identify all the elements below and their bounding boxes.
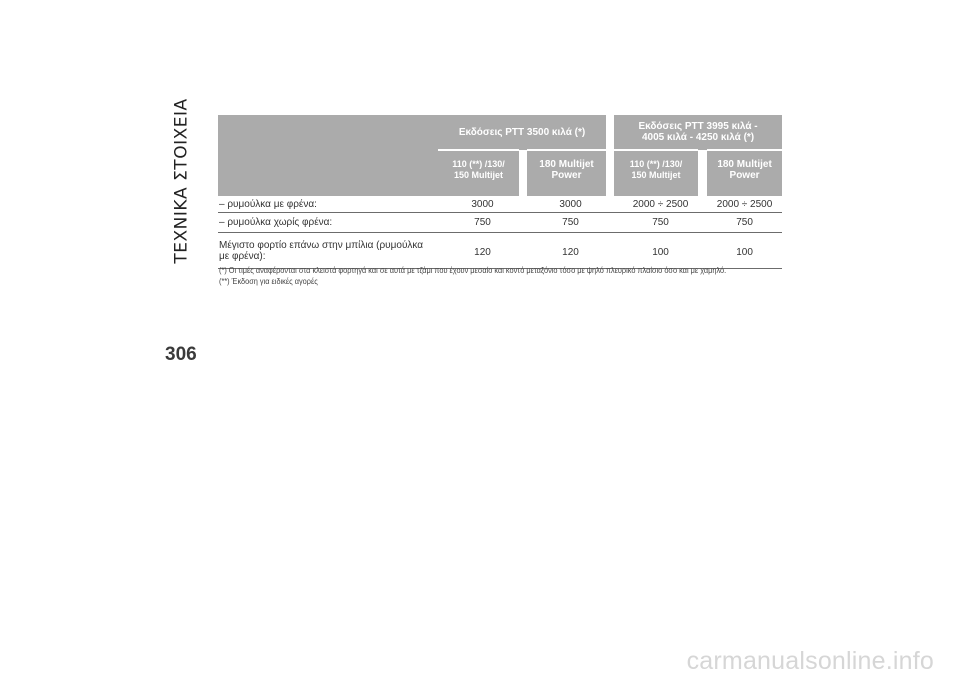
table-row	[218, 233, 782, 269]
sub-header-line2: 150 Multijet	[453, 170, 503, 180]
footnotes	[219, 265, 753, 287]
sub-header-line2: Power	[729, 170, 760, 181]
group-header-ptt-3500: Εκδόσεις PTT 3500 κιλά (*)	[438, 115, 606, 150]
sub-header-line2: Power	[551, 170, 582, 181]
table-row	[218, 213, 782, 233]
page-number: 306	[165, 344, 197, 365]
sub-header-line1: 180 Multijet	[539, 159, 594, 170]
row-value: 100	[614, 233, 707, 269]
section-title-text: ΤΕΧΝΙΚΑ ΣΤΟΙΧΕΙΑ	[172, 97, 193, 264]
sub-header-line1: 110 (**) /130/	[629, 159, 683, 169]
footnote: (**) Έκδοση για ειδικές αγορές	[219, 277, 318, 286]
section-title	[170, 97, 194, 264]
row-value: 750	[527, 213, 614, 233]
sub-header-110-150-b	[614, 150, 698, 196]
row-value: 750	[614, 213, 707, 233]
towing-specs-table	[218, 115, 782, 269]
sub-header-180-power-a	[527, 150, 606, 196]
row-value: 2000 ÷ 2500	[614, 196, 707, 213]
row-value: 3000	[527, 196, 614, 213]
row-value: 120	[527, 233, 614, 269]
sub-header-180-power-b	[707, 150, 782, 196]
group-header-ptt-3995-4250: Εκδόσεις PTT 3995 κιλά - 4005 κιλά - 4250 κιλά (*)	[614, 115, 782, 150]
row-value: 2000 ÷ 2500	[707, 196, 782, 213]
table-row	[218, 196, 782, 213]
row-value: 120	[438, 233, 527, 269]
row-label: – ρυμούλκα με φρένα:	[218, 196, 438, 213]
footnote: (*) Οι τιμές αναφέρονται στα κλειστά φορτηγά και σε αυτά με τζάμι που έχουν μεσαίο και κοντό μεταξόνιο τόσο με ψηλό πλευρικό πλαίσιο όσο και με χαμηλό.	[219, 266, 727, 275]
sub-header-110-150-a	[438, 150, 519, 196]
header-separator	[606, 115, 614, 150]
sub-header-line1: 110 (**) /130/	[452, 159, 505, 169]
group-header-row	[218, 115, 782, 150]
sub-header-separator	[519, 150, 527, 196]
header-blank-cell	[218, 115, 438, 196]
row-label: – ρυμούλκα χωρίς φρένα:	[218, 213, 438, 233]
row-value: 750	[707, 213, 782, 233]
row-value: 750	[438, 213, 527, 233]
row-value: 100	[707, 233, 782, 269]
sub-header-line2: 150 Multijet	[631, 170, 681, 180]
sub-header-separator	[698, 150, 707, 196]
sub-header-line1: 180 Multijet	[717, 159, 772, 170]
row-label: Μέγιστο φορτίο επάνω στην μπίλια (ρυμούλκα με φρένα):	[218, 233, 438, 269]
sub-header-separator	[606, 150, 614, 196]
watermark: carmanualsonline.info	[686, 647, 934, 675]
row-value: 3000	[438, 196, 527, 213]
